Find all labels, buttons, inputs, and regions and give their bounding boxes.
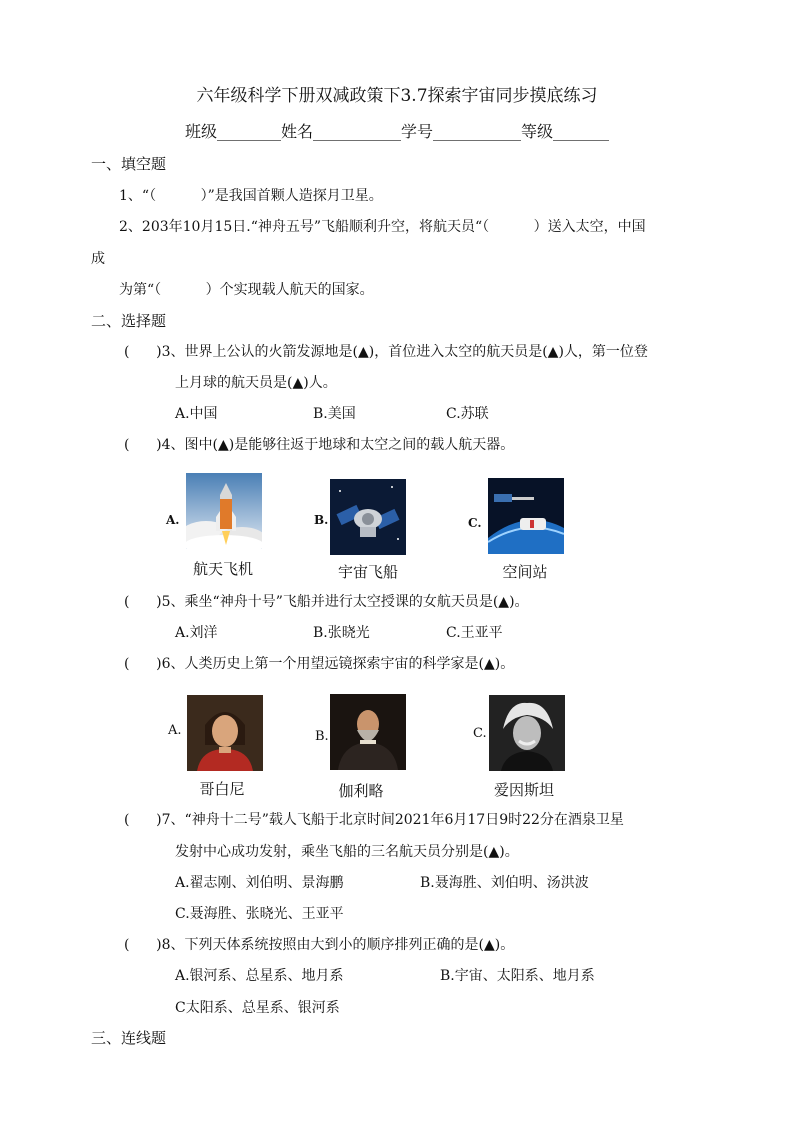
question-3-option-c: C.苏联 — [446, 406, 489, 422]
portrait-letter-c: C. — [473, 726, 487, 741]
picture-letter-b: B. — [314, 513, 329, 527]
portrait-caption-a: 哥白尼 — [199, 780, 245, 798]
picture-caption-a: 航天飞机 — [192, 560, 253, 578]
picture-caption-c: 空间站 — [502, 563, 548, 581]
section-choice-heading: 二、选择题 — [91, 312, 167, 330]
question-5-option-a: A.刘洋 — [175, 625, 218, 641]
portrait-caption-c: 爱因斯坦 — [493, 781, 554, 799]
question-8-option-a: A.银河系、总星系、地月系 — [175, 968, 344, 984]
question-7-line-2: 发射中心成功发射，乘坐飞船的三名航天员分别是(▲)。 — [175, 844, 519, 860]
question-8-option-c: C太阳系、总星系、银河系 — [175, 1000, 340, 1016]
picture-letter-a: A. — [166, 513, 180, 527]
question-2-line-3: 为第“（ ）个实现载人航天的国家。 — [119, 282, 374, 298]
question-7-option-c: C.聂海胜、张晓光、王亚平 — [175, 906, 344, 922]
portrait-letter-b: B. — [315, 729, 329, 744]
question-4: ( )4、图中(▲)是能够往返于地球和太空之间的载人航天器。 — [124, 437, 515, 453]
picture-caption-b: 宇宙飞船 — [337, 563, 398, 581]
question-7-line-1: ( )7、“神舟十二号”载人飞船于北京时间2021年6月17日9时22分在酒泉卫星 — [124, 812, 624, 828]
space-station-image — [488, 478, 564, 554]
question-8: ( )8、下列天体系统按照由大到小的顺序排列正确的是(▲)。 — [124, 937, 515, 953]
section-matching-heading: 三、连线题 — [91, 1029, 167, 1047]
question-3-option-a: A.中国 — [175, 406, 218, 422]
question-7-option-b: B.聂海胜、刘伯明、汤洪波 — [420, 875, 589, 891]
question-3-option-b: B.美国 — [313, 406, 356, 422]
page-title: 六年级科学下册双减政策下3.7探索宇宙同步摸底练习 — [196, 86, 598, 106]
picture-letter-c: C. — [468, 516, 482, 530]
space-shuttle-image — [186, 473, 262, 549]
einstein-portrait — [489, 695, 565, 771]
student-info-line: 班级________姓名___________学号___________等级_______ — [184, 122, 609, 141]
question-3-line-1: ( )3、世界上公认的火箭发源地是(▲)，首位进入太空的航天员是(▲)人，第一位登 — [124, 344, 648, 360]
question-1: 1、“（ ）”是我国首颗人造探月卫星。 — [119, 188, 383, 204]
galileo-portrait — [330, 694, 406, 770]
portrait-caption-b: 伽利略 — [338, 782, 384, 800]
question-3-line-2: 上月球的航天员是(▲)人。 — [175, 375, 337, 391]
question-2-line-1: 2、203年10月15日.“神舟五号”飞船顺利升空，将航天员“（ ）送入太空，中国 — [119, 219, 646, 235]
question-5-option-b: B.张晓光 — [313, 625, 370, 641]
spacecraft-image — [330, 479, 406, 555]
question-8-option-b: B.宇宙、太阳系、地月系 — [440, 968, 595, 984]
portrait-letter-a: A. — [168, 723, 182, 738]
question-7-option-a: A.翟志刚、刘伯明、景海鹏 — [175, 875, 344, 891]
section-fill-heading: 一、填空题 — [91, 155, 167, 173]
question-6: ( )6、人类历史上第一个用望远镜探索宇宙的科学家是(▲)。 — [124, 656, 515, 672]
question-2-line-2: 成 — [91, 251, 105, 267]
copernicus-portrait — [187, 695, 263, 771]
question-5: ( )5、乘坐“神舟十号”飞船并进行太空授课的女航天员是(▲)。 — [124, 594, 529, 610]
question-5-option-c: C.王亚平 — [446, 625, 503, 641]
